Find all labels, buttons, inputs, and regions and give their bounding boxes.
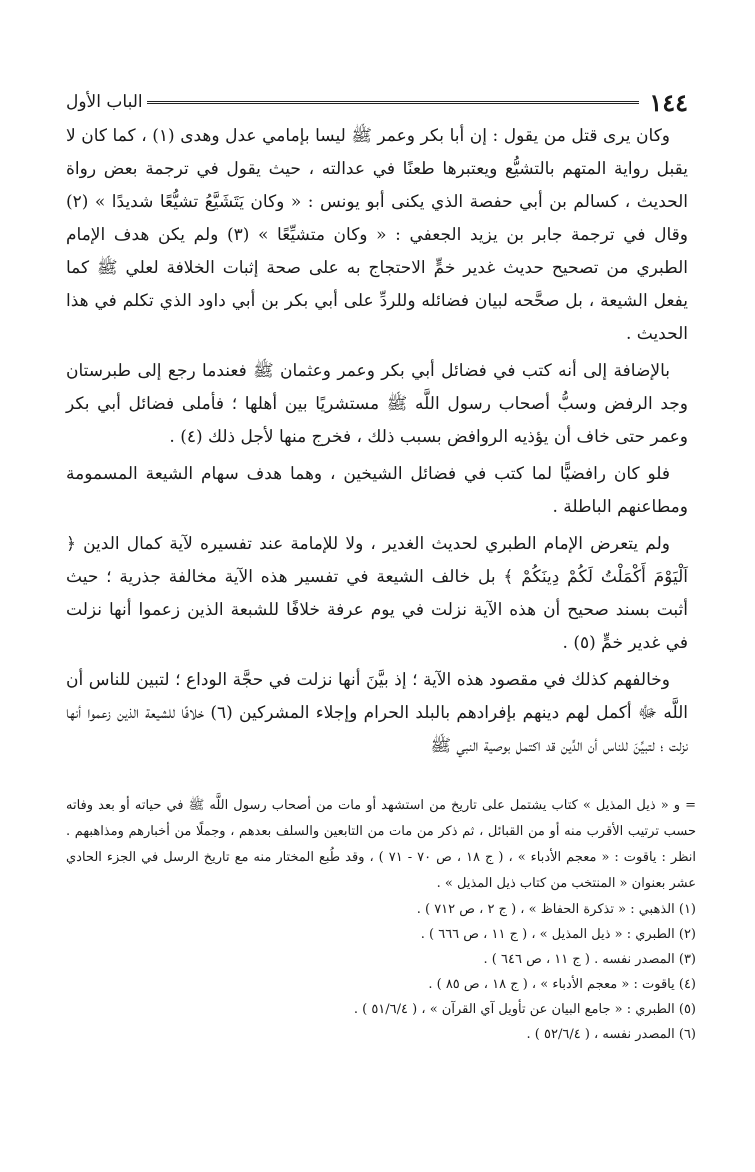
paragraph: بالإضافة إلى أنه كتب في فضائل أبي بكر وعمر وعثمان ﷺ فعندما رجع إلى طبرستان وجد الرفض وسبُّ أصحاب رسول اللَّه ﷺ مستشريًا بين أهلها ؛ فأملى فضائل أبي بكر وعمر حتى خاف أن يؤذيه الروافض بسبب ذلك ، فخرج منها لأجل ذلك (٤) .	[66, 361, 688, 447]
footnote-item: (٢) الطبري : « ذيل المذيل » ، ( ج ١١ ، ص ٦٦٦ ) .	[420, 927, 696, 942]
chapter-title: الباب الأول	[66, 92, 143, 112]
page-number: ١٤٤	[649, 87, 688, 117]
paragraph: وكان يرى قتل من يقول : إن أبا بكر وعمر ﷺ ليسا بإمامي عدل وهدى (١) ، كما كان لا يقبل رواية المتهم بالتشيُّع ويعتبرها طعنًا في عدالته ، حيث يقول في ترجمة بعض رواة الحديث ، كسالم بن أبي حفصة الذي يكنى أبو يونس : « وكان يَتَشَيَّعُ تشيُّعًا شديدًا » (٢) وقال في ترجمة جابر بن يزيد الجعفي : « وكان متشيِّعًا » (٣) ولم يكن هدف الإمام الطبري من تصحيح حديث غدير خمٍّ الاحتجاج به على صحة إثبات الخلافة لعلي ﷺ كما يفعل الشيعة ، بل صحَّحه لبيان فضائله وللردِّ على أبي بكر بن أبي داود الذي تكلم في هذا الحديث .	[66, 126, 688, 344]
footnote-item: (٦) المصدر نفسه ، ( ٥٢/٦/٤ ) .	[526, 1027, 696, 1042]
page-header	[66, 84, 688, 120]
paragraph: وخالفهم كذلك في مقصود هذه الآية ؛ إذ بيَّنَ أنها نزلت في حجَّة الوداع ؛ لتبين للناس أن اللَّه ﷻ أكمل لهم دينهم بإفرادهم بالبلد الحرام وإجلاء المشركين (٦) خلافًا للشيعة الذين زعموا أنها نزلت ؛ لتبيِّنَ للناس أن الدِّين قد اكتمل بوصية النبي ﷺ	[66, 670, 688, 756]
paragraph: ولم يتعرض الإمام الطبري لحديث الغدير ، ولا للإمامة عند تفسيره لآية كمال الدين ﴿ اَلْيَوْمَ أَكْمَلْتُ لَكُمْ دِينَكُمْ ﴾ بل خالف الشيعة في تفسير هذه الآية مخالفة جذرية ؛ حيث أثبت بسند صحيح أن هذه الآية نزلت في يوم عرفة خلافًا للشبعة الذين زعموا أنها نزلت في غدير خمٍّ (٥) .	[66, 534, 688, 653]
main-text	[66, 120, 688, 767]
footnote-item: (١) الذهبي : « تذكرة الحفاظ » ، ( ج ٢ ، ص ٧١٢ ) .	[416, 902, 696, 917]
footnote-item: (٣) المصدر نفسه . ( ج ١١ ، ص ٦٤٦ ) .	[483, 952, 696, 967]
footnotes-section	[66, 793, 696, 1047]
footnote-item: (٤) ياقوت : « معجم الأدباء » ، ( ج ١٨ ، ص ٨٥ ) .	[428, 977, 696, 992]
paragraph: فلو كان رافضيًّا لما كتب في فضائل الشيخين ، وهما هدف سهام الشيعة المسمومة ومطاعنهم الباطلة .	[66, 464, 688, 517]
footnote-continuation: = و « ذيل المذيل » كتاب يشتمل على تاريخ من استشهد أو مات من أصحاب رسول اللَّه ﷺ في حياته أو بعد وفاته حسب ترتيب الأقرب منه أو من القبائل ، ثم ذكر من مات من التابعين والسلف بعدهم ، وجملًا من أخبارهم ومذاهبهم . انظر : ياقوت : « معجم الأدباء » ، ( ج ١٨ ، ص ٧٠ - ٧١ ) ، وقد طُبع المختار منه مع تاريخ الرسل في الجزء الحادي عشر بعنوان « المنتخب من كتاب ذيل المذيل » .	[66, 798, 696, 891]
footnote-item: (٥) الطبري : « جامع البيان عن تأويل آي القرآن » ، ( ٥١/٦/٤ ) .	[353, 1002, 696, 1017]
header-rule	[147, 101, 640, 104]
